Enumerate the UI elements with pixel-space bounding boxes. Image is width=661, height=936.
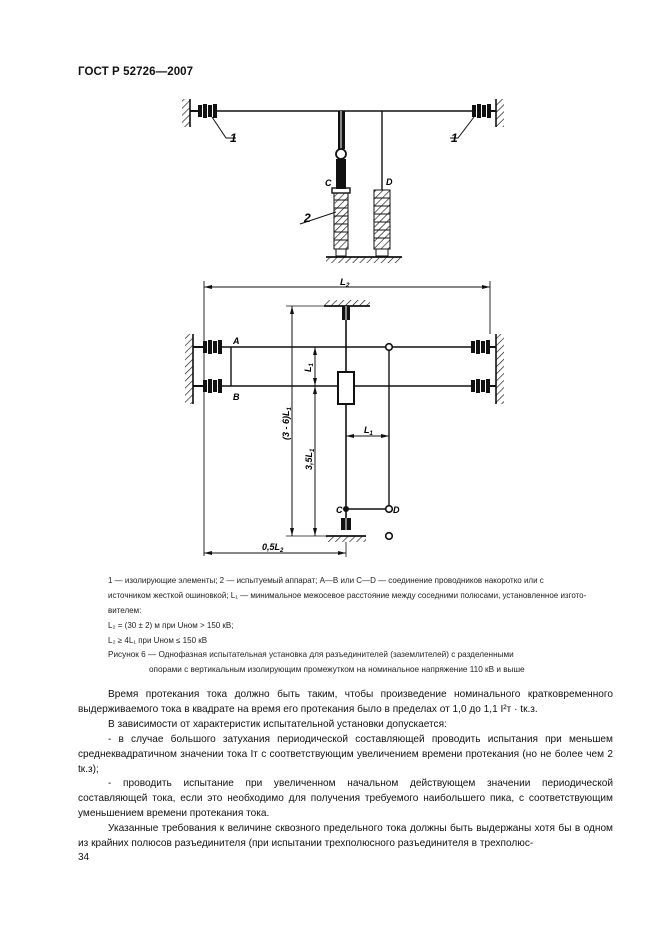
paragraph-3: - в случае большого затухания периодической составляющей проводить испытания при меньшем среднеквадратичном значении тока Iт с соответствующим увеличением времени протекания (но не более чем 2 tк.з); bbox=[78, 733, 613, 775]
label-1-right: 1 bbox=[451, 131, 458, 145]
label-d-top: D bbox=[386, 177, 393, 187]
label-a: A bbox=[233, 336, 240, 346]
insulator-right-upper bbox=[471, 340, 496, 354]
caption-line-2: опорами с вертикальным изолирующим промежутком на номинальное напряжение 110 кВ и выше bbox=[149, 664, 525, 674]
paragraph-4: - проводить испытание при увеличенном начальном действующем значении периодической составляющей тока, если это необходимо для получения требуемого наибольшего пика, с соответствующим уменьшением времени протекания тока. bbox=[78, 778, 613, 820]
dim-0-5-l2: $0,5L_2$ bbox=[262, 542, 284, 554]
insulator-top-right bbox=[472, 104, 496, 118]
insulator-b bbox=[193, 379, 222, 393]
dim-l1-vertical: $L_1$ bbox=[303, 363, 315, 372]
label-b: B bbox=[233, 392, 240, 402]
label-1-left: 1 bbox=[230, 131, 237, 145]
label-d-bottom: D bbox=[393, 505, 400, 515]
legend-line-3: вителем: bbox=[108, 606, 142, 615]
paragraph-1: Время протекания тока должно быть таким, чтобы произведение номинального кратковременного выдерживаемого тока в квадрате на время его протекания было в пределах от 1,0 до 1,1 I²т · tк.з. bbox=[78, 689, 613, 715]
dim-l1-horizontal: $L_1$ bbox=[364, 425, 373, 437]
insulator-right-lower bbox=[471, 379, 496, 393]
legend-line-2: источником жесткой ошиновкой; L₁ — минимальное межосевое расстояние между соседними полюсами, установленное изгото- bbox=[108, 591, 587, 600]
caption-line-1: Рисунок 6 — Однофазная испытательная установка для разъединителей (заземлителей) с разделенными bbox=[108, 650, 514, 659]
insulator-a bbox=[193, 340, 222, 354]
bottom-drawing bbox=[185, 277, 504, 557]
paragraph-5: Указанные требования к величине сквозного предельного тока должны быть выдержаны хотя бы в одном из крайних полюсов разъединителя (при испытании трехполюсного разъединителя в трехполюс- bbox=[78, 823, 613, 850]
top-drawing bbox=[182, 99, 504, 263]
body-text bbox=[78, 688, 613, 852]
insulator-top-left bbox=[190, 104, 217, 118]
legend-line-4: L₂ = (30 ± 2) м при Uном > 150 кВ; bbox=[108, 621, 234, 630]
dim-3-6-l1: $(3 - 6)L_1$ bbox=[281, 407, 293, 440]
figure-caption bbox=[108, 648, 613, 677]
label-c-bottom: C bbox=[336, 505, 343, 515]
dim-l2-label: $L_2$ bbox=[340, 277, 350, 289]
dim-3-5-l1: $3,5L_1$ bbox=[304, 448, 316, 470]
label-c-top: C bbox=[325, 178, 332, 188]
standard-header: ГОСТ Р 52726—2007 bbox=[78, 66, 194, 78]
legend-line-5: L₂ ≥ 4L₁ при Uном ≤ 150 кВ bbox=[108, 636, 208, 645]
figure-legend bbox=[108, 573, 613, 648]
paragraph-2: В зависимости от характеристик испытательной установки допускается: bbox=[108, 718, 447, 730]
label-2: 2 bbox=[304, 211, 311, 225]
insulator-column-d bbox=[374, 190, 390, 256]
insulator-column-c bbox=[334, 193, 348, 256]
legend-line-1: 1 — изолирующие элементы; 2 — испытуемый аппарат; A—B или C—D — соединение проводников накоротко или с bbox=[108, 576, 544, 585]
page-number: 34 bbox=[78, 852, 90, 863]
